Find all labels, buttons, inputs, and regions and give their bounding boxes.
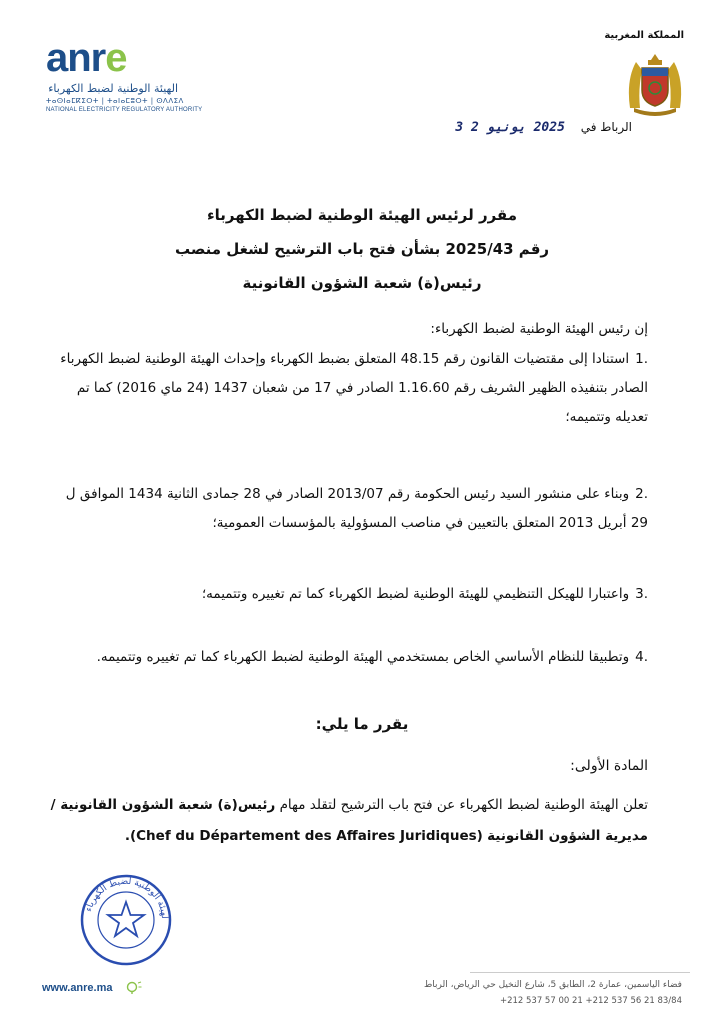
logo-wordmark: anre	[46, 36, 127, 80]
svg-text:الهيئة الوطنية لضبط الكهرباء	[78, 872, 169, 919]
website-link[interactable]: www.anre.ma	[42, 982, 113, 994]
item-number: .1	[635, 351, 648, 367]
anre-logo	[46, 36, 203, 113]
article-text: تعلن الهيئة الوطنية لضبط الكهرباء عن فتح باب الترشيح لتقلد مهام	[279, 797, 648, 813]
official-seal-star-icon	[78, 872, 174, 968]
article-heading: المادة الأولى:	[570, 758, 648, 774]
kingdom-label: المملكة المغربية	[604, 30, 684, 41]
place-prefix: الرباط في	[580, 120, 632, 134]
footer-address: فضاء الياسمين، عمارة 2، الطابق 5، شارع النخيل حي الرياض، الرباط	[423, 980, 682, 990]
decision-title-line3: رئيس(ة) شعبة الشؤون القانونية	[242, 274, 482, 292]
item-text: وتطبيقا للنظام الأساسي الخاص بمستخدمي الهيئة الوطنية لضبط الكهرباء كما تم تغييره وتتميمه.	[96, 649, 630, 665]
consideration-item	[48, 643, 648, 672]
consideration-item	[48, 480, 648, 538]
logo-arabic-name: الهيئة الوطنية لضبط الكهرباء	[48, 82, 178, 95]
intro-text: إن رئيس الهيئة الوطنية لضبط الكهرباء:	[430, 321, 648, 337]
royal-coat-of-arms-icon	[622, 50, 688, 118]
item-text: استنادا إلى مقتضيات القانون رقم 48.15 المتعلق بضبط الكهرباء وإحداث الهيئة الوطنية لضبط الكهرباء الصادر بتنفيذه الظهير الشريف رقم 1.16.60 الصادر في 17 من شعبان 1437 (24 ماي 2016) كما تم تعديله وتتميمه؛	[60, 351, 648, 425]
article-position-title: رئيس(ة) شعبة الشؤون القانونية / مديرية الشؤون القانونية	[50, 797, 648, 844]
consideration-item	[48, 345, 648, 432]
item-number: .3	[635, 586, 648, 602]
footer-divider	[470, 972, 690, 973]
article-french-title: (Chef du Département des Affaires Juridiques).	[124, 828, 483, 844]
decision-title-line1: مقرر لرئيس الهيئة الوطنية لضبط الكهرباء	[206, 206, 517, 224]
item-number: .2	[635, 486, 648, 502]
item-text: وبناء على منشور السيد رئيس الحكومة رقم 2013/07 الصادر في 28 جمادى الثانية 1434 الموافق ل 29 أبريل 2013 المتعلق بالتعيين في مناصب المسؤولية بالمؤسسات العمومية؛	[65, 486, 648, 531]
decision-title-line2: رقم 2025/43 بشأن فتح باب الترشيح لشغل منصب	[174, 240, 550, 258]
item-number: .4	[635, 649, 648, 665]
date-stamp: 2025 يونيو 2 3	[455, 120, 565, 135]
article-body	[48, 790, 648, 852]
logo-amazigh-name: ⵜⴰⵙⵏⴰⵎⴽⵉⵔⵜ | ⵜⴰⵏⴰⵎⵓⵔⵜ | ⵙⴷⴷⵉⴷ	[46, 97, 184, 105]
logo-english-name: NATIONAL ELECTRICITY REGULATORY AUTHORITY	[46, 107, 203, 113]
consideration-item	[48, 580, 648, 609]
footer-phones: +212 537 57 00 21 +212 537 56 21 83/84	[499, 996, 682, 1006]
item-text: واعتبارا للهيكل التنظيمي للهيئة الوطنية لضبط الكهرباء كما تم تغييره وتتميمه؛	[201, 586, 630, 602]
date-line	[455, 120, 632, 135]
decides-heading: يقرر ما يلي:	[315, 715, 409, 733]
bulb-icon	[124, 981, 142, 995]
seal-ring-text: لهيئة الوطنية لضبط الكهرباء	[84, 876, 169, 920]
